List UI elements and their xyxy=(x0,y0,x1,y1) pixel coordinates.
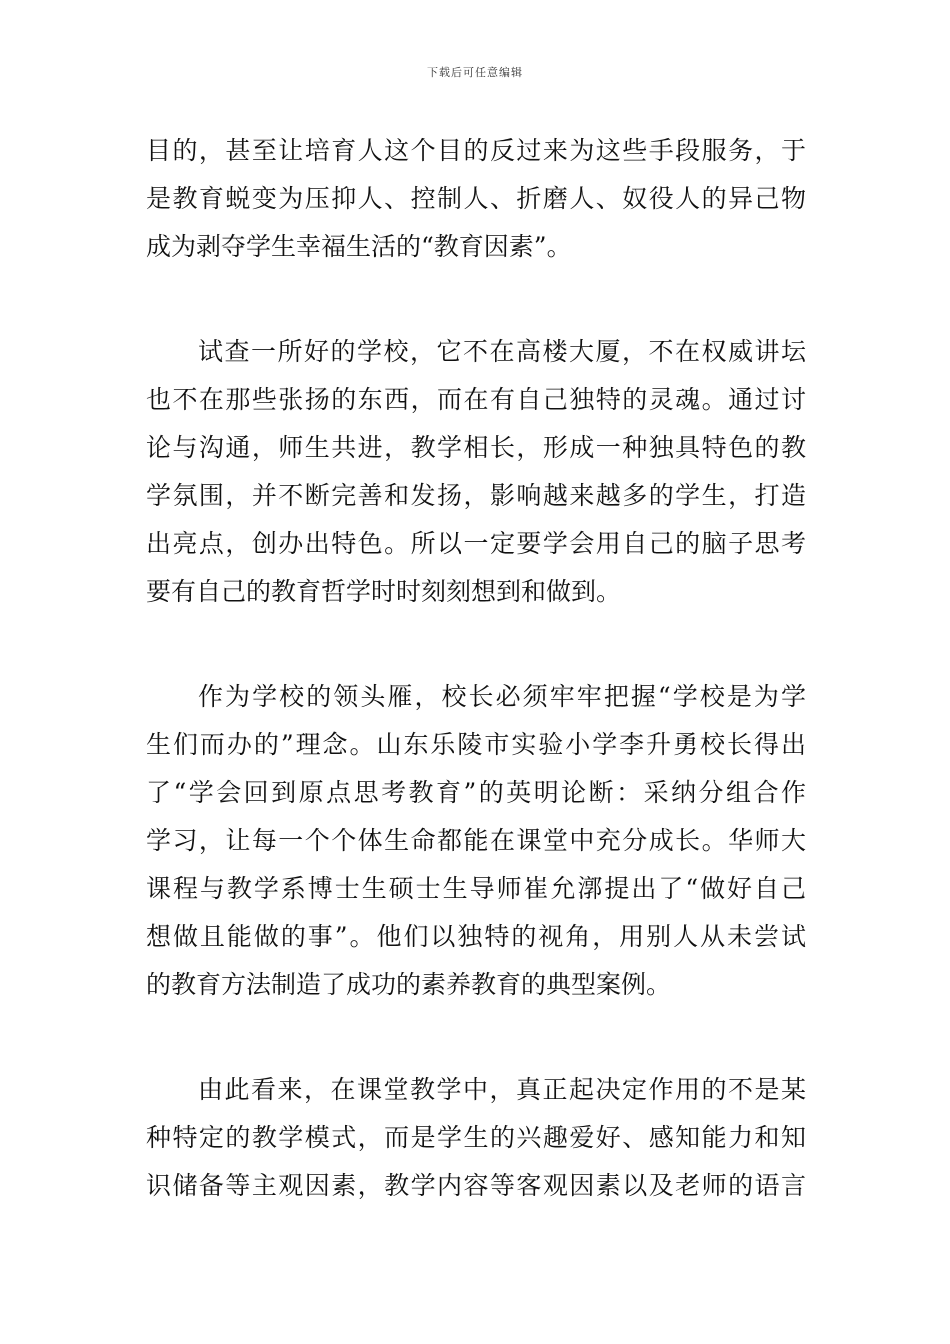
paragraph-3-line-2: 生们而办的”理念。山东乐陵市实验小学李升勇校长得出 xyxy=(146,730,806,759)
paragraph-3-line-4: 学习，让每一个个体生命都能在课堂中充分成长。华师大 xyxy=(146,826,806,855)
paragraph-gap xyxy=(146,1009,806,1066)
paragraph-4-line-3: 识储备等主观因素，教学内容等客观因素以及老师的语言 xyxy=(146,1171,806,1200)
paragraph-gap xyxy=(146,616,806,673)
paragraph-3-line-5: 课程与教学系博士生硕士生导师崔允漷提出了“做好自己 xyxy=(146,874,806,903)
paragraph-3-line-6: 想做且能做的事”。他们以独特的视角，用别人从未尝试 xyxy=(146,922,806,951)
paragraph-2-line-4: 学氛围，并不断完善和发扬，影响越来越多的学生，打造 xyxy=(146,481,806,510)
paragraph-3-line-7: 的教育方法制造了成功的素养教育的典型案例。 xyxy=(146,970,672,999)
paragraph-3-line-1: 作为学校的领头雁，校长必须牢牢把握“学校是为学 xyxy=(198,682,806,711)
paragraph-4-line-2: 种特定的教学模式，而是学生的兴趣爱好、感知能力和知 xyxy=(146,1123,806,1152)
paragraph-1-line-3: 成为剥夺学生幸福生活的“教育因素”。 xyxy=(146,232,572,261)
paragraph-2-line-1: 试查一所好的学校，它不在高楼大厦，不在权威讲坛 xyxy=(198,337,806,366)
document-body xyxy=(146,127,806,1210)
paragraph-4-line-1: 由此看来，在课堂教学中，真正起决定作用的不是某 xyxy=(198,1075,806,1104)
paragraph-2-line-5: 出亮点，创办出特色。所以一定要学会用自己的脑子思考 xyxy=(146,529,806,558)
paragraph-3-line-3: 了“学会回到原点思考教育”的英明论断：采纳分组合作 xyxy=(146,778,806,807)
paragraph-2-line-6: 要有自己的教育哲学时时刻刻想到和做到。 xyxy=(146,577,622,606)
page-header: 下载后可任意编辑 xyxy=(427,66,523,79)
paragraph-gap xyxy=(146,271,806,328)
paragraph-2-line-3: 论与沟通，师生共进，教学相长，形成一种独具特色的教 xyxy=(146,433,806,462)
paragraph-1-line-1: 目的，甚至让培育人这个目的反过来为这些手段服务，于 xyxy=(146,136,806,165)
paragraph-2-line-2: 也不在那些张扬的东西，而在有自己独特的灵魂。通过讨 xyxy=(146,385,806,414)
paragraph-1-line-2: 是教育蜕变为压抑人、控制人、折磨人、奴役人的异己物 xyxy=(146,184,806,213)
